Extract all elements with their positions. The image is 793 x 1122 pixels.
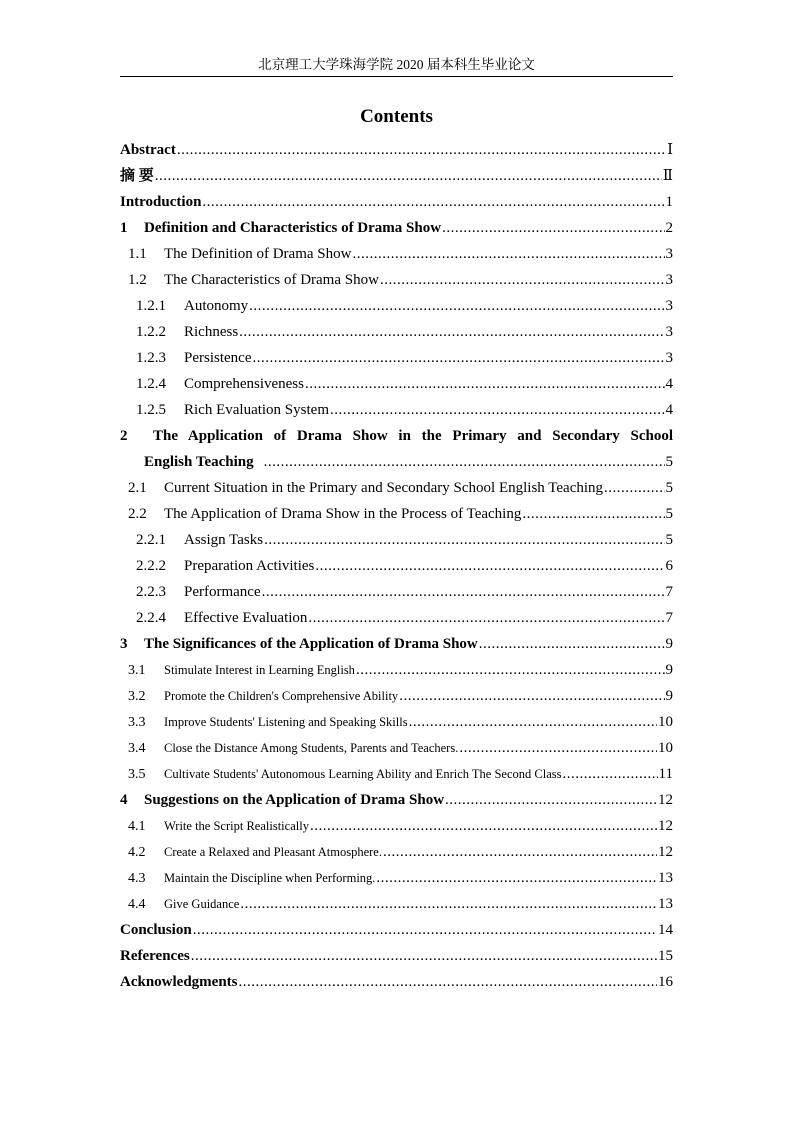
toc-entry-label: [120, 218, 441, 238]
toc-entry-number: 1.2.4: [136, 376, 166, 392]
toc-entry-title: Performance: [184, 584, 261, 600]
toc-entry-label: [120, 244, 351, 264]
toc-page-number: 9: [665, 688, 673, 704]
toc-entry-title: The Application of Drama Show in the Process of Teaching: [164, 506, 522, 522]
toc-entry-label: [120, 166, 154, 186]
toc-entry-number: 2.2: [128, 506, 147, 522]
toc-entry[interactable]: [120, 348, 673, 374]
toc-entry-label: [120, 894, 239, 915]
toc-entry-title: Improve Students' Listening and Speaking Skills: [164, 715, 408, 729]
dot-leader: [459, 738, 657, 758]
toc-entry-label: [120, 192, 201, 212]
dot-leader: [383, 842, 657, 862]
dot-leader: [356, 660, 665, 680]
toc-page-number: 2: [665, 220, 673, 236]
toc-entry[interactable]: [120, 374, 673, 400]
toc-entry-title: References: [120, 948, 190, 964]
toc-page-number: 12: [658, 792, 673, 808]
toc-page-number: 5: [665, 454, 673, 470]
dot-leader: [191, 946, 657, 966]
toc-entry-number: 4.3: [128, 871, 146, 886]
toc-page-number: 16: [658, 974, 673, 990]
toc-entry-title: Suggestions on the Application of Drama Show: [144, 792, 445, 808]
toc-entry-label: [120, 738, 458, 759]
toc-page-number: 3: [665, 272, 673, 288]
toc-entry-label: [120, 322, 238, 342]
toc-entry-label: [120, 478, 603, 498]
toc-entry-title: The Definition of Drama Show: [164, 246, 352, 262]
toc-entry-title: Persistence: [184, 350, 252, 366]
dot-leader: [308, 608, 664, 628]
toc-entry-label: [120, 348, 251, 368]
toc-page-number: Ⅱ: [662, 168, 673, 184]
toc-entry[interactable]: [120, 504, 673, 530]
toc-entry[interactable]: [120, 946, 673, 972]
toc-entry-title: Maintain the Discipline when Performing.: [164, 871, 376, 885]
toc-entry-label: [120, 712, 408, 733]
toc-entry-number: 2.2.1: [136, 532, 166, 548]
dot-leader: [522, 504, 664, 524]
toc-page-number: 10: [658, 740, 673, 756]
dot-leader: [604, 478, 664, 498]
toc-entry[interactable]: [120, 400, 673, 426]
toc-entry[interactable]: [120, 270, 673, 296]
toc-entry-title: Current Situation in the Primary and Secondary School English Teaching: [164, 480, 604, 496]
toc-entry-title: Conclusion: [120, 922, 192, 938]
toc-entry[interactable]: [120, 218, 673, 244]
toc-entry-label: [120, 374, 304, 394]
toc-entry[interactable]: [120, 582, 673, 608]
toc-entry[interactable]: [120, 322, 673, 348]
dot-leader: [177, 140, 666, 160]
toc-entry-number: 2.2.4: [136, 610, 166, 626]
toc-page-number: Ⅰ: [667, 142, 673, 158]
dot-leader: [330, 400, 665, 420]
toc-entry-label: [120, 582, 261, 602]
toc-entry-title: Write the Script Realistically: [164, 819, 309, 833]
toc-entry-title: The Characteristics of Drama Show: [164, 272, 379, 288]
toc-entry-title: Promote the Children's Comprehensive Ability: [164, 689, 399, 703]
toc-page-number: 9: [665, 662, 673, 678]
toc-entry-label: [120, 972, 238, 992]
toc-entry-number: 3.3: [128, 715, 146, 730]
dot-leader: [305, 374, 665, 394]
toc-entry-number: 3.4: [128, 741, 146, 756]
toc-entry-label: [120, 868, 375, 889]
toc-entry-label: [120, 400, 329, 420]
toc-entry-label: [120, 946, 190, 966]
toc-page-number: 11: [658, 766, 673, 782]
toc-entry-title: Acknowledgments: [120, 974, 238, 990]
toc-entry-number: 1.1: [128, 246, 147, 262]
toc-entry[interactable]: [120, 868, 673, 894]
toc-entry-number: 1.2.2: [136, 324, 166, 340]
toc-entry-label: [120, 556, 314, 576]
toc-page-number: 1: [665, 194, 673, 210]
toc-entry[interactable]: [120, 712, 673, 738]
toc-page-number: 13: [658, 870, 673, 886]
toc-entry[interactable]: [120, 842, 673, 868]
toc-entry-label: [120, 608, 307, 628]
header-rule: [120, 76, 673, 77]
toc-entry-number: 1.2: [128, 272, 147, 288]
toc-entry[interactable]: [120, 478, 673, 504]
toc-entry-label: [120, 634, 478, 654]
toc-entry[interactable]: [120, 660, 673, 686]
toc-page-number: 4: [665, 376, 673, 392]
toc-page-number: 3: [665, 324, 673, 340]
toc-entry-number: 2: [120, 428, 128, 444]
toc-entry-title: Cultivate Students' Autonomous Learning Ability and Enrich The Second Class: [164, 767, 562, 781]
toc-entry-title: Create a Relaxed and Pleasant Atmosphere.: [164, 845, 382, 859]
toc-entry-number: 3.5: [128, 767, 146, 782]
toc-page-number: 14: [658, 922, 673, 938]
toc-entry-number: 2.2.3: [136, 584, 166, 600]
dot-leader: [249, 296, 664, 316]
toc-entry-label: [120, 920, 192, 940]
toc-entry[interactable]: [120, 686, 673, 712]
running-header: 北京理工大学珠海学院 2020 届本科生毕业论文: [258, 57, 535, 72]
toc-entry[interactable]: [120, 920, 673, 946]
toc-entry[interactable]: [120, 972, 673, 998]
toc-entry-title: Preparation Activities: [184, 558, 315, 574]
toc-entry-title: Introduction: [120, 194, 202, 210]
toc-entry-title: Assign Tasks: [184, 532, 264, 548]
toc-entry[interactable]: [120, 556, 673, 582]
toc-page-number: 3: [665, 350, 673, 366]
toc-entry-number: 1.2.3: [136, 350, 166, 366]
dot-leader: [352, 244, 664, 264]
dot-leader: [262, 582, 665, 602]
toc-entry[interactable]: [120, 764, 673, 790]
dot-leader: [399, 686, 664, 706]
toc-entry-title: Give Guidance: [164, 897, 240, 911]
toc-entry-label: [120, 504, 521, 524]
toc-entry-title: Autonomy: [184, 298, 249, 314]
toc-entry[interactable]: [120, 608, 673, 634]
dot-leader: [252, 348, 664, 368]
toc-entry-label: [120, 816, 309, 837]
toc-page-number: 3: [665, 246, 673, 262]
toc-entry[interactable]: [120, 790, 673, 816]
toc-entry-label: [120, 764, 561, 785]
toc-entry[interactable]: [120, 244, 673, 270]
toc-entry-number: 2.2.2: [136, 558, 166, 574]
toc-entry-label: [120, 660, 355, 681]
page-title: Contents: [360, 106, 433, 127]
toc-entry-label: [120, 140, 176, 160]
toc-entry-number: 4: [120, 792, 128, 808]
toc-page-number: 12: [658, 844, 673, 860]
toc-entry[interactable]: [120, 426, 673, 478]
toc-entry[interactable]: [120, 296, 673, 322]
dot-leader: [380, 270, 665, 290]
toc-entry-number: 3.1: [128, 663, 146, 678]
toc-entry-number: 4.1: [128, 819, 146, 834]
toc-page-number: 12: [658, 818, 673, 834]
toc-entry-title-continued: English Teaching: [144, 454, 254, 470]
toc-page-number: 6: [665, 558, 673, 574]
dot-leader: [445, 790, 657, 810]
toc-page-number: 13: [658, 896, 673, 912]
toc-entry-number: 4.4: [128, 897, 146, 912]
dot-leader: [479, 634, 665, 654]
toc-page-number: 10: [658, 714, 673, 730]
toc-entry-label: [120, 530, 263, 550]
toc-entry-label: [120, 686, 398, 707]
toc-entry-title: Richness: [184, 324, 239, 340]
dot-leader: [202, 192, 664, 212]
toc-entry[interactable]: [120, 192, 673, 218]
toc-entry-label: [120, 790, 444, 810]
toc-page-number: 5: [665, 506, 673, 522]
toc-page-number: 4: [665, 402, 673, 418]
toc-page-number: 3: [665, 298, 673, 314]
toc-entry-title: Stimulate Interest in Learning English: [164, 663, 355, 677]
toc-entry-number: 4.2: [128, 845, 146, 860]
toc-entry-title: The Application of Drama Show in the Primary and Secondary School: [152, 428, 673, 444]
toc-entry-title: Effective Evaluation: [184, 610, 308, 626]
dot-leader: [310, 816, 657, 836]
toc-entry-title: Abstract: [120, 142, 176, 158]
toc-entry-number: 3.2: [128, 689, 146, 704]
toc-entry-title: Comprehensiveness: [184, 376, 304, 392]
toc-entry-number: 2.1: [128, 480, 147, 496]
toc-entry[interactable]: [120, 816, 673, 842]
toc-entry[interactable]: [120, 738, 673, 764]
toc-entry[interactable]: [120, 634, 673, 660]
toc-entry-number: 1.2.1: [136, 298, 166, 314]
toc-entry-title: 摘 要: [120, 168, 154, 184]
dot-leader: [239, 322, 664, 342]
toc-entry[interactable]: [120, 530, 673, 556]
dot-leader: [442, 218, 664, 238]
toc-entry[interactable]: [120, 894, 673, 920]
dot-leader: [193, 920, 657, 940]
dot-leader: [155, 166, 662, 186]
dot-leader: [315, 556, 664, 576]
dot-leader: [239, 972, 657, 992]
dot-leader: [409, 712, 657, 732]
toc-entry-title: Definition and Characteristics of Drama Show: [144, 220, 442, 236]
toc-entry[interactable]: [120, 140, 673, 166]
dot-leader: [376, 868, 657, 888]
toc-page-number: 7: [665, 610, 673, 626]
toc-entry-label: [120, 296, 248, 316]
toc-page-number: 7: [665, 584, 673, 600]
toc-entry-title: Close the Distance Among Students, Parents and Teachers.: [164, 741, 459, 755]
toc-entry-number: 1.2.5: [136, 402, 166, 418]
toc-entry-number: 3: [120, 636, 128, 652]
toc-entry-title: Rich Evaluation System: [184, 402, 329, 418]
toc-entry-number: 1: [120, 220, 128, 236]
toc-page-number: 5: [665, 480, 673, 496]
toc-page-number: 9: [665, 636, 673, 652]
dot-leader: [264, 452, 665, 472]
toc-page-number: 15: [658, 948, 673, 964]
toc-page-number: 5: [665, 532, 673, 548]
toc-entry-label: [120, 842, 382, 863]
toc-entry-title: The Significances of the Application of Drama Show: [144, 636, 478, 652]
toc-entry-label: [120, 270, 379, 290]
toc-entry[interactable]: [120, 166, 673, 192]
dot-leader: [264, 530, 664, 550]
dot-leader: [240, 894, 657, 914]
dot-leader: [562, 764, 657, 784]
